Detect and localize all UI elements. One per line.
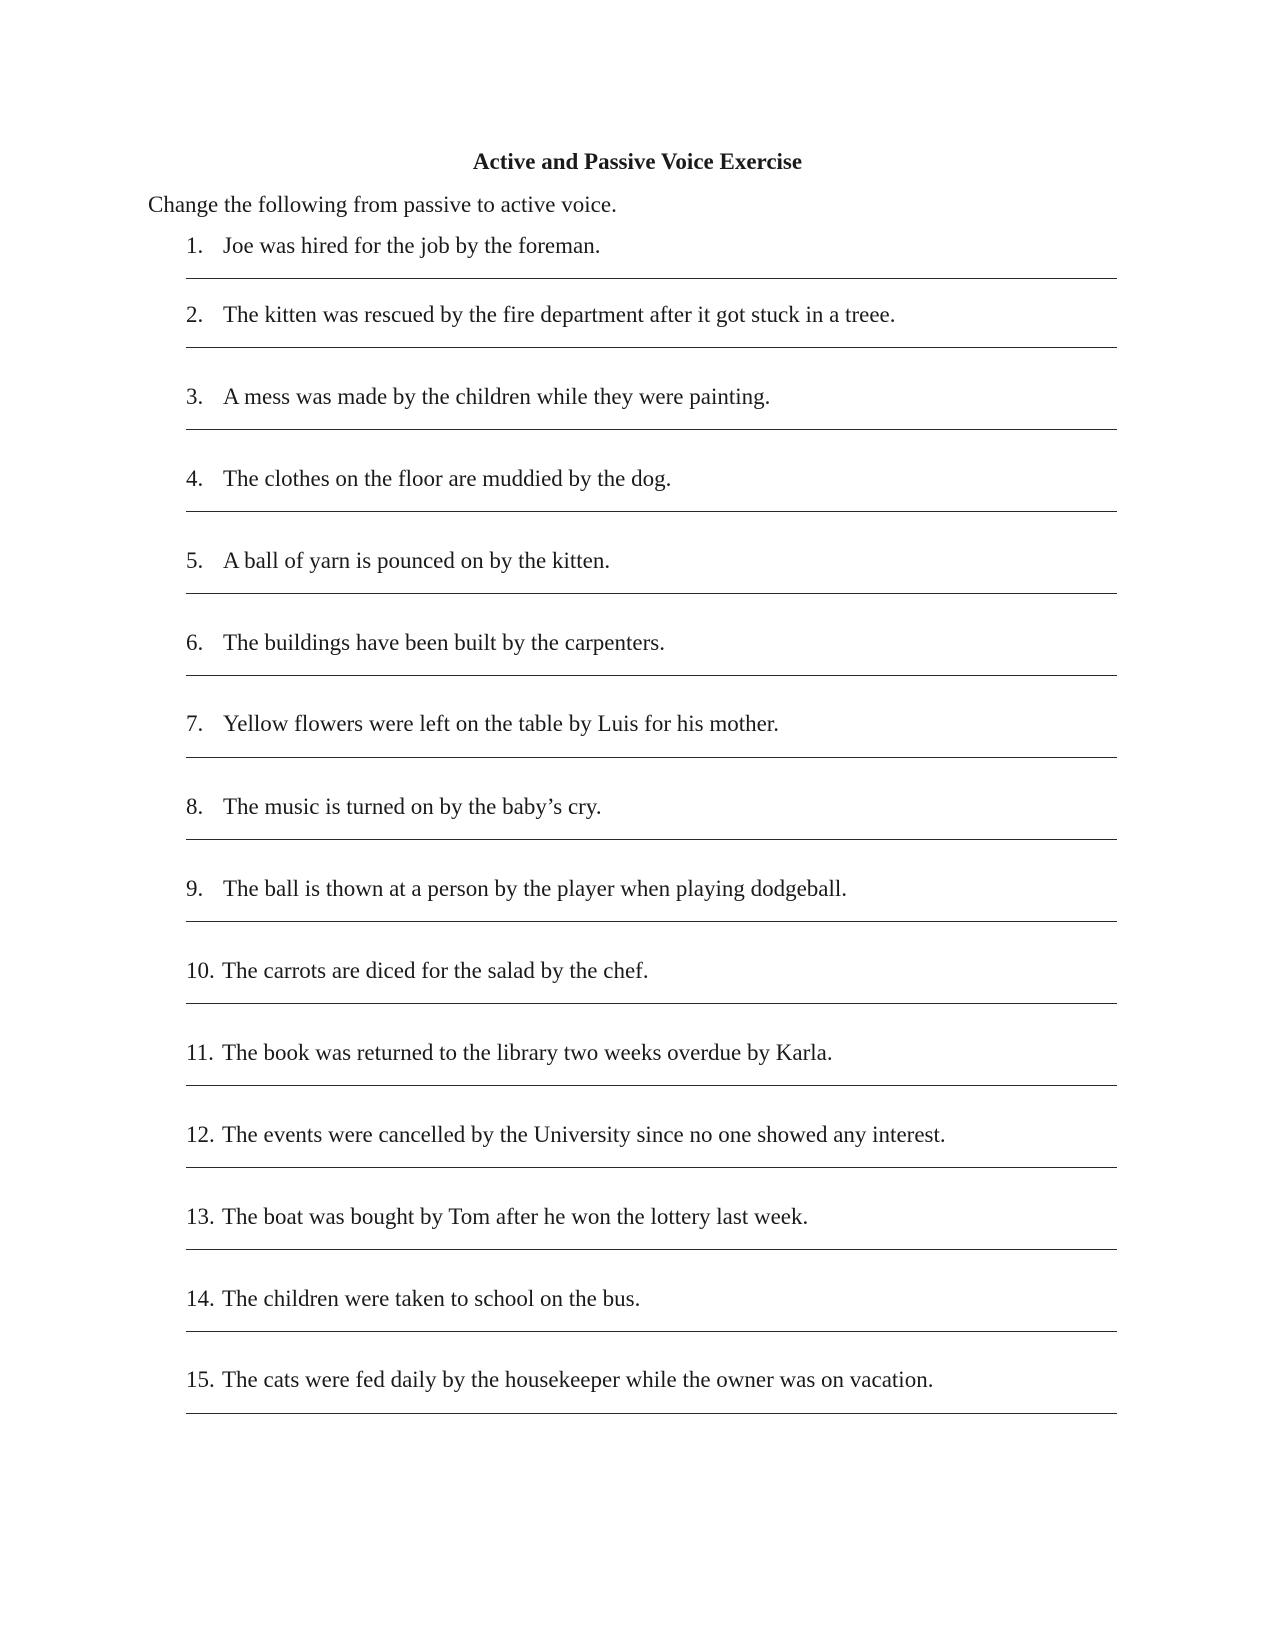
question-number: 9. [186,876,204,901]
question-text: The events were cancelled by the University since no one showed any interest. [222,1122,946,1147]
question-number: 13. [186,1204,215,1229]
question-item [0,793,1275,863]
question-number: 11. [186,1040,214,1065]
question-number: 15. [186,1367,215,1392]
question-item [0,547,1275,617]
question-text: The kitten was rescued by the fire department after it got stuck in a treee. [223,302,896,327]
question-number: 8. [186,794,204,819]
question-number: 3. [186,384,204,409]
question-item [0,232,1275,302]
answer-line[interactable] [186,511,1117,512]
question-item [0,710,1275,780]
answer-line[interactable] [186,278,1117,279]
question-number: 1. [186,233,204,258]
question-item [0,1285,1275,1355]
answer-line[interactable] [186,757,1117,758]
question-item [0,1366,1275,1436]
question-text: A mess was made by the children while they were painting. [223,384,771,409]
answer-line[interactable] [186,1249,1117,1250]
question-number: 5. [186,548,204,573]
question-item [0,465,1275,535]
answer-line[interactable] [186,1085,1117,1086]
answer-line[interactable] [186,347,1117,348]
question-number: 12. [186,1122,215,1147]
question-text: The clothes on the floor are muddied by the dog. [223,466,672,491]
question-item [0,957,1275,1027]
question-text: The children were taken to school on the bus. [222,1286,641,1311]
question-text: The carrots are diced for the salad by the chef. [222,958,649,983]
question-item [0,1203,1275,1273]
answer-line[interactable] [186,1413,1117,1414]
question-number: 10. [186,958,215,983]
question-item [0,383,1275,453]
answer-line[interactable] [186,1331,1117,1332]
question-item [0,1121,1275,1191]
question-text: Joe was hired for the job by the foreman. [223,233,601,258]
question-text: A ball of yarn is pounced on by the kitten. [223,548,611,573]
question-text: The ball is thown at a person by the player when playing dodgeball. [223,876,848,901]
question-text: The music is turned on by the baby’s cry. [223,794,602,819]
question-text: The book was returned to the library two weeks overdue by Karla. [222,1040,833,1065]
answer-line[interactable] [186,839,1117,840]
answer-line[interactable] [186,921,1117,922]
question-text: The cats were fed daily by the housekeeper while the owner was on vacation. [222,1367,934,1392]
question-number: 7. [186,711,204,736]
question-item [0,629,1275,699]
question-number: 4. [186,466,204,491]
page-title: Active and Passive Voice Exercise [472,149,803,174]
question-text: The boat was bought by Tom after he won the lottery last week. [222,1204,809,1229]
answer-line[interactable] [186,1167,1117,1168]
answer-line[interactable] [186,429,1117,430]
answer-line[interactable] [186,593,1117,594]
question-item [0,875,1275,945]
question-number: 2. [186,302,204,327]
question-item [0,1039,1275,1109]
question-number: 14. [186,1286,215,1311]
answer-line[interactable] [186,675,1117,676]
answer-line[interactable] [186,1003,1117,1004]
question-number: 6. [186,630,204,655]
question-text: The buildings have been built by the carpenters. [223,630,665,655]
question-item [0,301,1275,371]
instructions: Change the following from passive to active voice. [148,192,617,217]
question-text: Yellow flowers were left on the table by Luis for his mother. [223,711,779,736]
